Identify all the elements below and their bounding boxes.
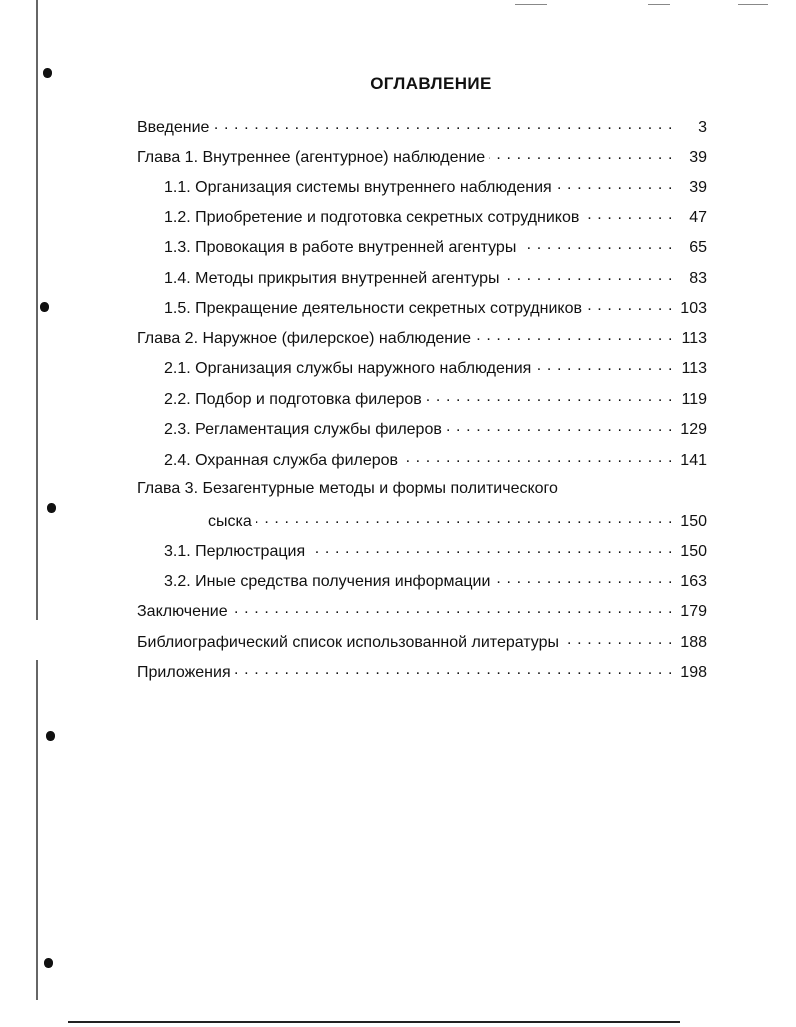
toc-entry — [164, 267, 707, 289]
toc-entry-text: 3.1. Перлюстрация — [164, 543, 306, 560]
toc-page-number: 198 — [680, 664, 707, 681]
punch-mark — [46, 731, 55, 741]
toc-entry-text: 1.5. Прекращение деятельности секретных сотрудников — [164, 300, 582, 317]
toc-entry — [164, 357, 707, 379]
dot-leader — [256, 510, 673, 526]
toc-entry — [137, 116, 707, 138]
toc-entry — [137, 631, 707, 653]
dot-leader — [235, 661, 673, 677]
toc-entry-text: 1.3. Провокация в работе внутренней агентуры — [164, 239, 517, 256]
dot-leader — [213, 116, 673, 132]
toc-page-number: 113 — [681, 330, 707, 347]
dot-leader — [535, 357, 673, 373]
toc-entry — [164, 297, 707, 319]
toc-page-number: 150 — [680, 513, 707, 530]
toc-page-number: 47 — [689, 209, 707, 226]
toc-entry-text: 2.1. Организация службы наружного наблюдения — [164, 360, 532, 377]
toc-entry — [164, 388, 707, 410]
toc-entry-text: Заключение — [137, 603, 228, 620]
toc-entry — [137, 600, 707, 622]
toc-entry-text: 1.1. Организация системы внутреннего наблюдения — [164, 179, 552, 196]
toc-page-number: 3 — [698, 119, 707, 136]
toc-entry-text: Глава 3. Безагентурные методы и формы политического — [137, 480, 558, 497]
toc-entry-text: 2.2. Подбор и подготовка филеров — [164, 391, 422, 408]
bottom-rule — [68, 1021, 680, 1023]
toc-page-number: 39 — [689, 179, 707, 196]
dot-leader — [402, 449, 673, 465]
dot-leader — [446, 418, 673, 434]
toc-page-number: 150 — [680, 543, 707, 560]
toc-page-number: 179 — [680, 603, 707, 620]
toc-entry — [164, 206, 707, 228]
dot-leader — [586, 297, 673, 313]
toc-entry — [164, 236, 707, 258]
punch-mark — [40, 302, 49, 312]
toc-entry — [164, 449, 707, 471]
toc-entry — [208, 510, 707, 532]
scan-mark — [648, 4, 670, 5]
toc-page-number: 141 — [680, 452, 707, 469]
toc-entry-text: Введение — [137, 119, 210, 136]
toc-entry — [164, 176, 707, 198]
punch-mark — [44, 958, 53, 968]
dot-leader — [563, 631, 673, 647]
toc-entry-text: 2.4. Охранная служба филеров — [164, 452, 399, 469]
toc-entry-text: Приложения — [137, 664, 231, 681]
toc-entry-text: Глава 2. Наружное (филерское) наблюдение — [137, 330, 471, 347]
toc-entry-text: Глава 1. Внутреннее (агентурное) наблюдение — [137, 149, 486, 166]
dot-leader — [426, 388, 673, 404]
toc-entry-text: Библиографический список использованной литературы — [137, 634, 560, 651]
toc-page-number: 119 — [681, 391, 707, 408]
dot-leader — [504, 267, 673, 283]
dot-leader — [309, 540, 673, 556]
scan-mark — [738, 4, 768, 5]
dot-leader — [583, 206, 673, 222]
dot-leader — [520, 236, 673, 252]
toc-entry — [137, 146, 707, 168]
toc-page-number: 129 — [680, 421, 707, 438]
dot-leader — [494, 570, 673, 586]
toc-entry-text: 3.2. Иные средства получения информации — [164, 573, 491, 590]
toc-page-number: 113 — [681, 360, 707, 377]
toc-entry — [137, 327, 707, 349]
dot-leader — [489, 146, 673, 162]
dot-leader — [556, 176, 673, 192]
scan-mark — [515, 4, 547, 5]
toc-page-number: 188 — [680, 634, 707, 651]
scan-margin-line — [36, 0, 38, 1000]
toc-entry-text: 1.4. Методы прикрытия внутренней агентуры — [164, 270, 500, 287]
toc-entry-text: сыска — [208, 513, 252, 530]
toc-page-number: 65 — [689, 239, 707, 256]
toc-entry-text: 1.2. Приобретение и подготовка секретных сотрудников — [164, 209, 580, 226]
toc-page-number: 83 — [689, 270, 707, 287]
toc-entry-text: 2.3. Регламентация службы филеров — [164, 421, 442, 438]
dot-leader — [232, 600, 673, 616]
toc-page-number: 103 — [680, 300, 707, 317]
toc-entry — [164, 418, 707, 440]
punch-mark — [47, 503, 56, 513]
toc-entry — [137, 661, 707, 683]
toc-page-number: 163 — [680, 573, 707, 590]
toc-page-number: 39 — [689, 149, 707, 166]
toc-entry — [164, 540, 707, 562]
dot-leader — [475, 327, 673, 343]
toc-entry — [164, 570, 707, 592]
page-title: ОГЛАВЛЕНИЕ — [370, 74, 492, 93]
